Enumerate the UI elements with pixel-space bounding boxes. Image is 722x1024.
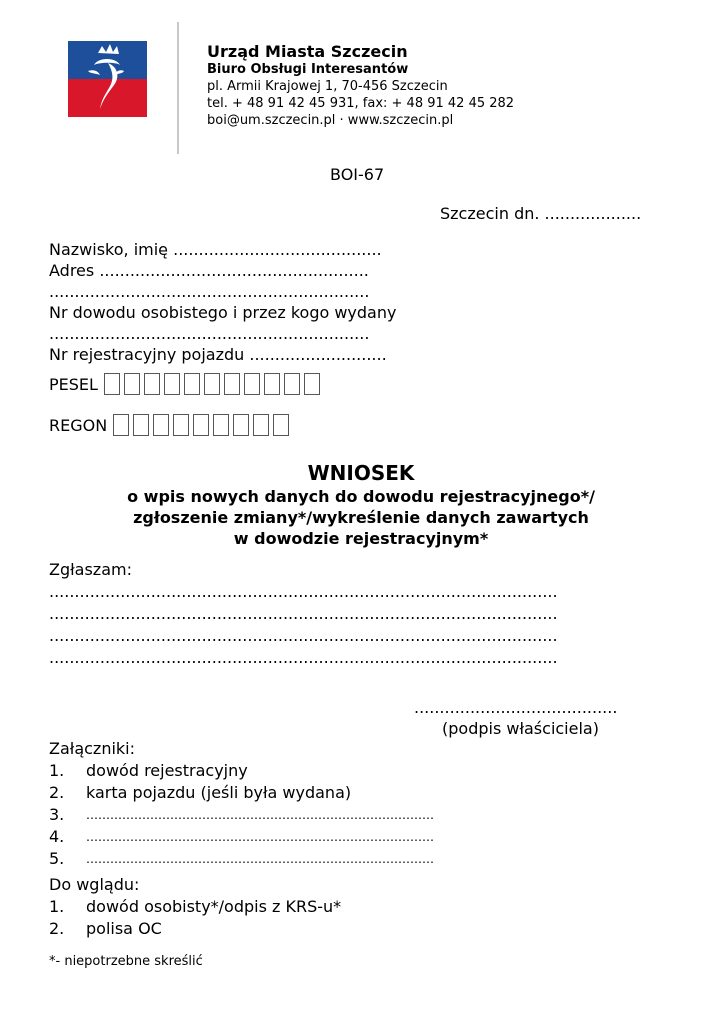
title-line-2: zgłoszenie zmiany*/wykreślenie danych zawartych [133, 508, 589, 527]
field-name: Nazwisko, imię ......................................... [49, 240, 382, 259]
regon-digit-box [193, 414, 209, 436]
item-text: dowód osobisty*/odpis z KRS-u* [86, 897, 342, 916]
pesel-label: PESEL [49, 374, 98, 394]
declare-label: Zgłaszam: [49, 560, 132, 579]
pesel-digit-box [264, 373, 280, 395]
office-header [207, 42, 514, 129]
field-id-label: Nr dowodu osobistego i przez kogo wydany [49, 303, 397, 322]
declaration-line: .................................................................................................... [49, 626, 558, 645]
item-text: dowód rejestracyjny [86, 761, 248, 780]
regon-digit-box [133, 414, 149, 436]
signature-dots: ........................................ [414, 698, 618, 717]
item-number: 2. [49, 783, 65, 802]
pesel-row [49, 373, 324, 395]
office-name: Biuro Obsługi Interesantów [207, 62, 409, 77]
list-item [49, 918, 341, 940]
applicant-fields [49, 239, 449, 365]
item-number: 3. [49, 805, 65, 824]
inspect-list [49, 896, 341, 940]
pesel-digit-box [144, 373, 160, 395]
regon-row [49, 414, 293, 436]
attachments-list [49, 760, 434, 870]
item-number: 4. [49, 827, 65, 846]
pesel-boxes [104, 373, 324, 395]
item-text: polisa OC [86, 919, 162, 938]
pesel-digit-box [224, 373, 240, 395]
pesel-digit-box [104, 373, 120, 395]
list-item [49, 760, 434, 782]
regon-digit-box [213, 414, 229, 436]
pesel-digit-box [284, 373, 300, 395]
city-logo [68, 41, 147, 117]
title-main: WNIOSEK [307, 461, 415, 485]
regon-boxes [113, 414, 293, 436]
office-contact: boi@um.szczecin.pl · www.szczecin.pl [207, 113, 454, 128]
regon-label: REGON [49, 415, 108, 435]
list-item [49, 848, 434, 870]
office-phone: tel. + 48 91 42 45 931, fax: + 48 91 42 45 282 [207, 96, 515, 111]
regon-digit-box [113, 414, 129, 436]
item-number: 1. [49, 761, 65, 780]
field-registration: Nr rejestracyjny pojazdu ........................... [49, 345, 387, 364]
attachments-label: Załączniki: [49, 739, 135, 758]
item-text: …………………………………………………………………………… [86, 852, 434, 866]
item-text: karta pojazdu (jeśli była wydana) [86, 783, 352, 802]
regon-digit-box [173, 414, 189, 436]
pesel-digit-box [204, 373, 220, 395]
org-name: Urząd Miasta Szczecin [207, 42, 408, 61]
list-item [49, 826, 434, 848]
regon-digit-box [233, 414, 249, 436]
inspect-label: Do wglądu: [49, 875, 140, 894]
title-line-1: o wpis nowych danych do dowodu rejestracyjnego*/ [127, 487, 595, 506]
form-code: BOI-67 [330, 165, 385, 184]
declaration-line: .................................................................................................... [49, 582, 558, 601]
regon-digit-box [253, 414, 269, 436]
item-text: …………………………………………………………………………… [86, 808, 434, 822]
pesel-digit-box [124, 373, 140, 395]
regon-digit-box [153, 414, 169, 436]
declaration-line: .................................................................................................... [49, 648, 558, 667]
item-text: …………………………………………………………………………… [86, 830, 434, 844]
form-title [0, 460, 722, 549]
regon-digit-box [273, 414, 289, 436]
list-item [49, 782, 434, 804]
header-divider [177, 22, 179, 154]
pesel-digit-box [184, 373, 200, 395]
list-item [49, 896, 341, 918]
field-address: Adres ..................................................... [49, 261, 369, 280]
date-line: Szczecin dn. ................... [440, 204, 642, 223]
signature-label: (podpis właściciela) [442, 719, 599, 738]
item-number: 1. [49, 897, 65, 916]
field-id-line: ............................................................... [49, 324, 370, 343]
pesel-digit-box [164, 373, 180, 395]
item-number: 5. [49, 849, 65, 868]
item-number: 2. [49, 919, 65, 938]
footnote: *- niepotrzebne skreślić [49, 954, 203, 969]
title-line-3: w dowodzie rejestracyjnym* [233, 529, 489, 548]
list-item [49, 804, 434, 826]
pesel-digit-box [304, 373, 320, 395]
declaration-line: .................................................................................................... [49, 604, 558, 623]
field-address-cont: ............................................................... [49, 282, 370, 301]
pesel-digit-box [244, 373, 260, 395]
office-address: pl. Armii Krajowej 1, 70-456 Szczecin [207, 79, 448, 94]
